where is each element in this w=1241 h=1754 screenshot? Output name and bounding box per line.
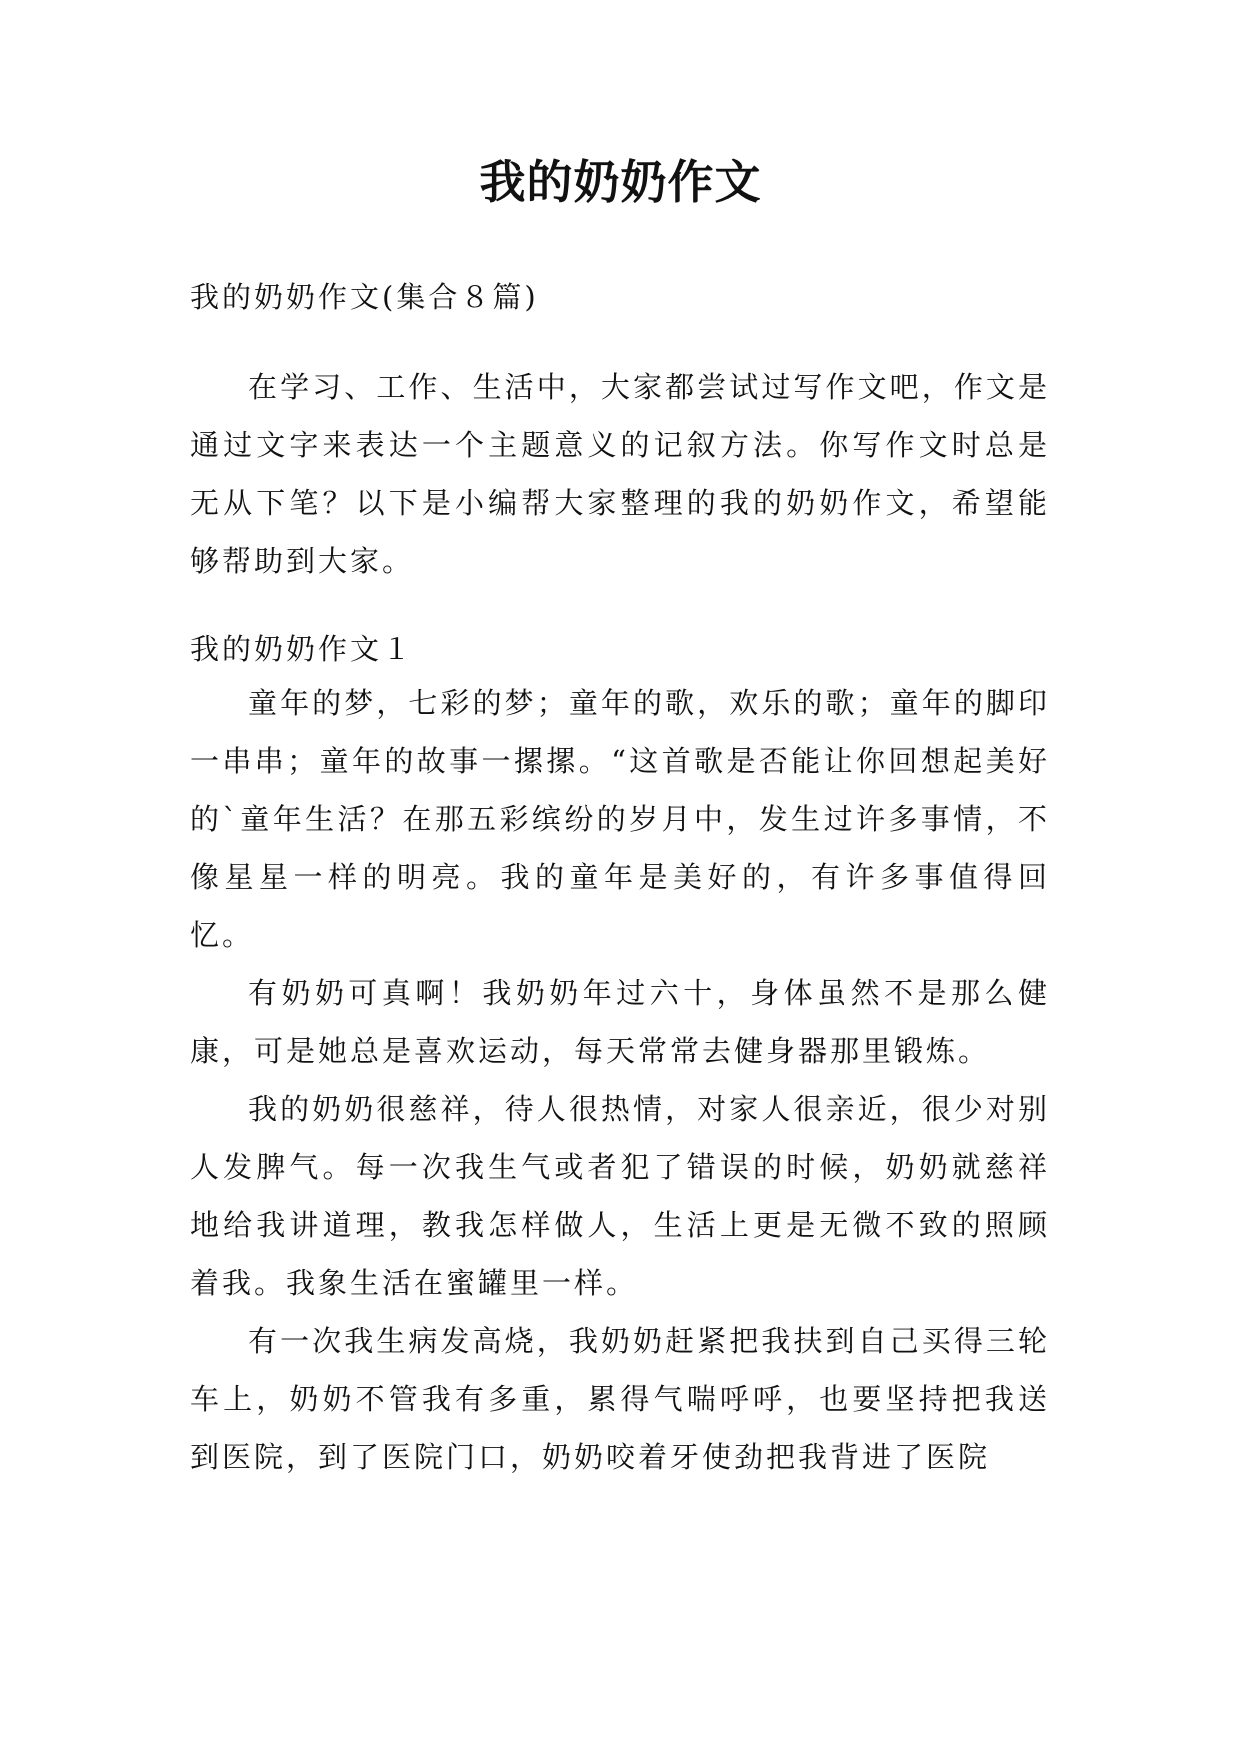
section-heading-1: 我的奶奶作文１ [190,632,415,666]
intro-paragraph: 在学习、工作、生活中，大家都尝试过写作文吧，作文是通过文字来表达一个主题意义的记叙方法。你写作文时总是无从下笔？以下是小编帮大家整理的我的奶奶作文，希望能够帮助到大家。 [190,370,1050,578]
section-1-body [190,674,1050,1486]
intro-block [190,358,1050,590]
section-1-paragraph: 有奶奶可真啊！我奶奶年过六十，身体虽然不是那么健康，可是她总是喜欢运动，每天常常去健身器那里锻炼。 [190,976,1050,1068]
section-1-paragraph: 有一次我生病发高烧，我奶奶赶紧把我扶到自己买得三轮车上，奶奶不管我有多重，累得气喘呼呼，也要坚持把我送到医院，到了医院门口，奶奶咬着牙使劲把我背进了医院 [190,1324,1050,1474]
section-1-paragraph: 我的奶奶很慈祥，待人很热情，对家人很亲近，很少对别人发脾气。每一次我生气或者犯了错误的时候，奶奶就慈祥地给我讲道理，教我怎样做人，生活上更是无微不致的照顾着我。我象生活在蜜罐里一样。 [190,1092,1050,1300]
document-title: 我的奶奶作文 [479,155,762,209]
section-1-paragraph: 童年的梦，七彩的梦；童年的歌，欢乐的歌；童年的脚印一串串；童年的故事一摞摞。“这首歌是否能让你回想起美好的`童年生活？在那五彩缤纷的岁月中，发生过许多事情，不像星星一样的明亮。我的童年是美好的，有许多事值得回忆。 [190,686,1050,952]
document-subtitle: 我的奶奶作文(集合８篇) [190,280,539,314]
